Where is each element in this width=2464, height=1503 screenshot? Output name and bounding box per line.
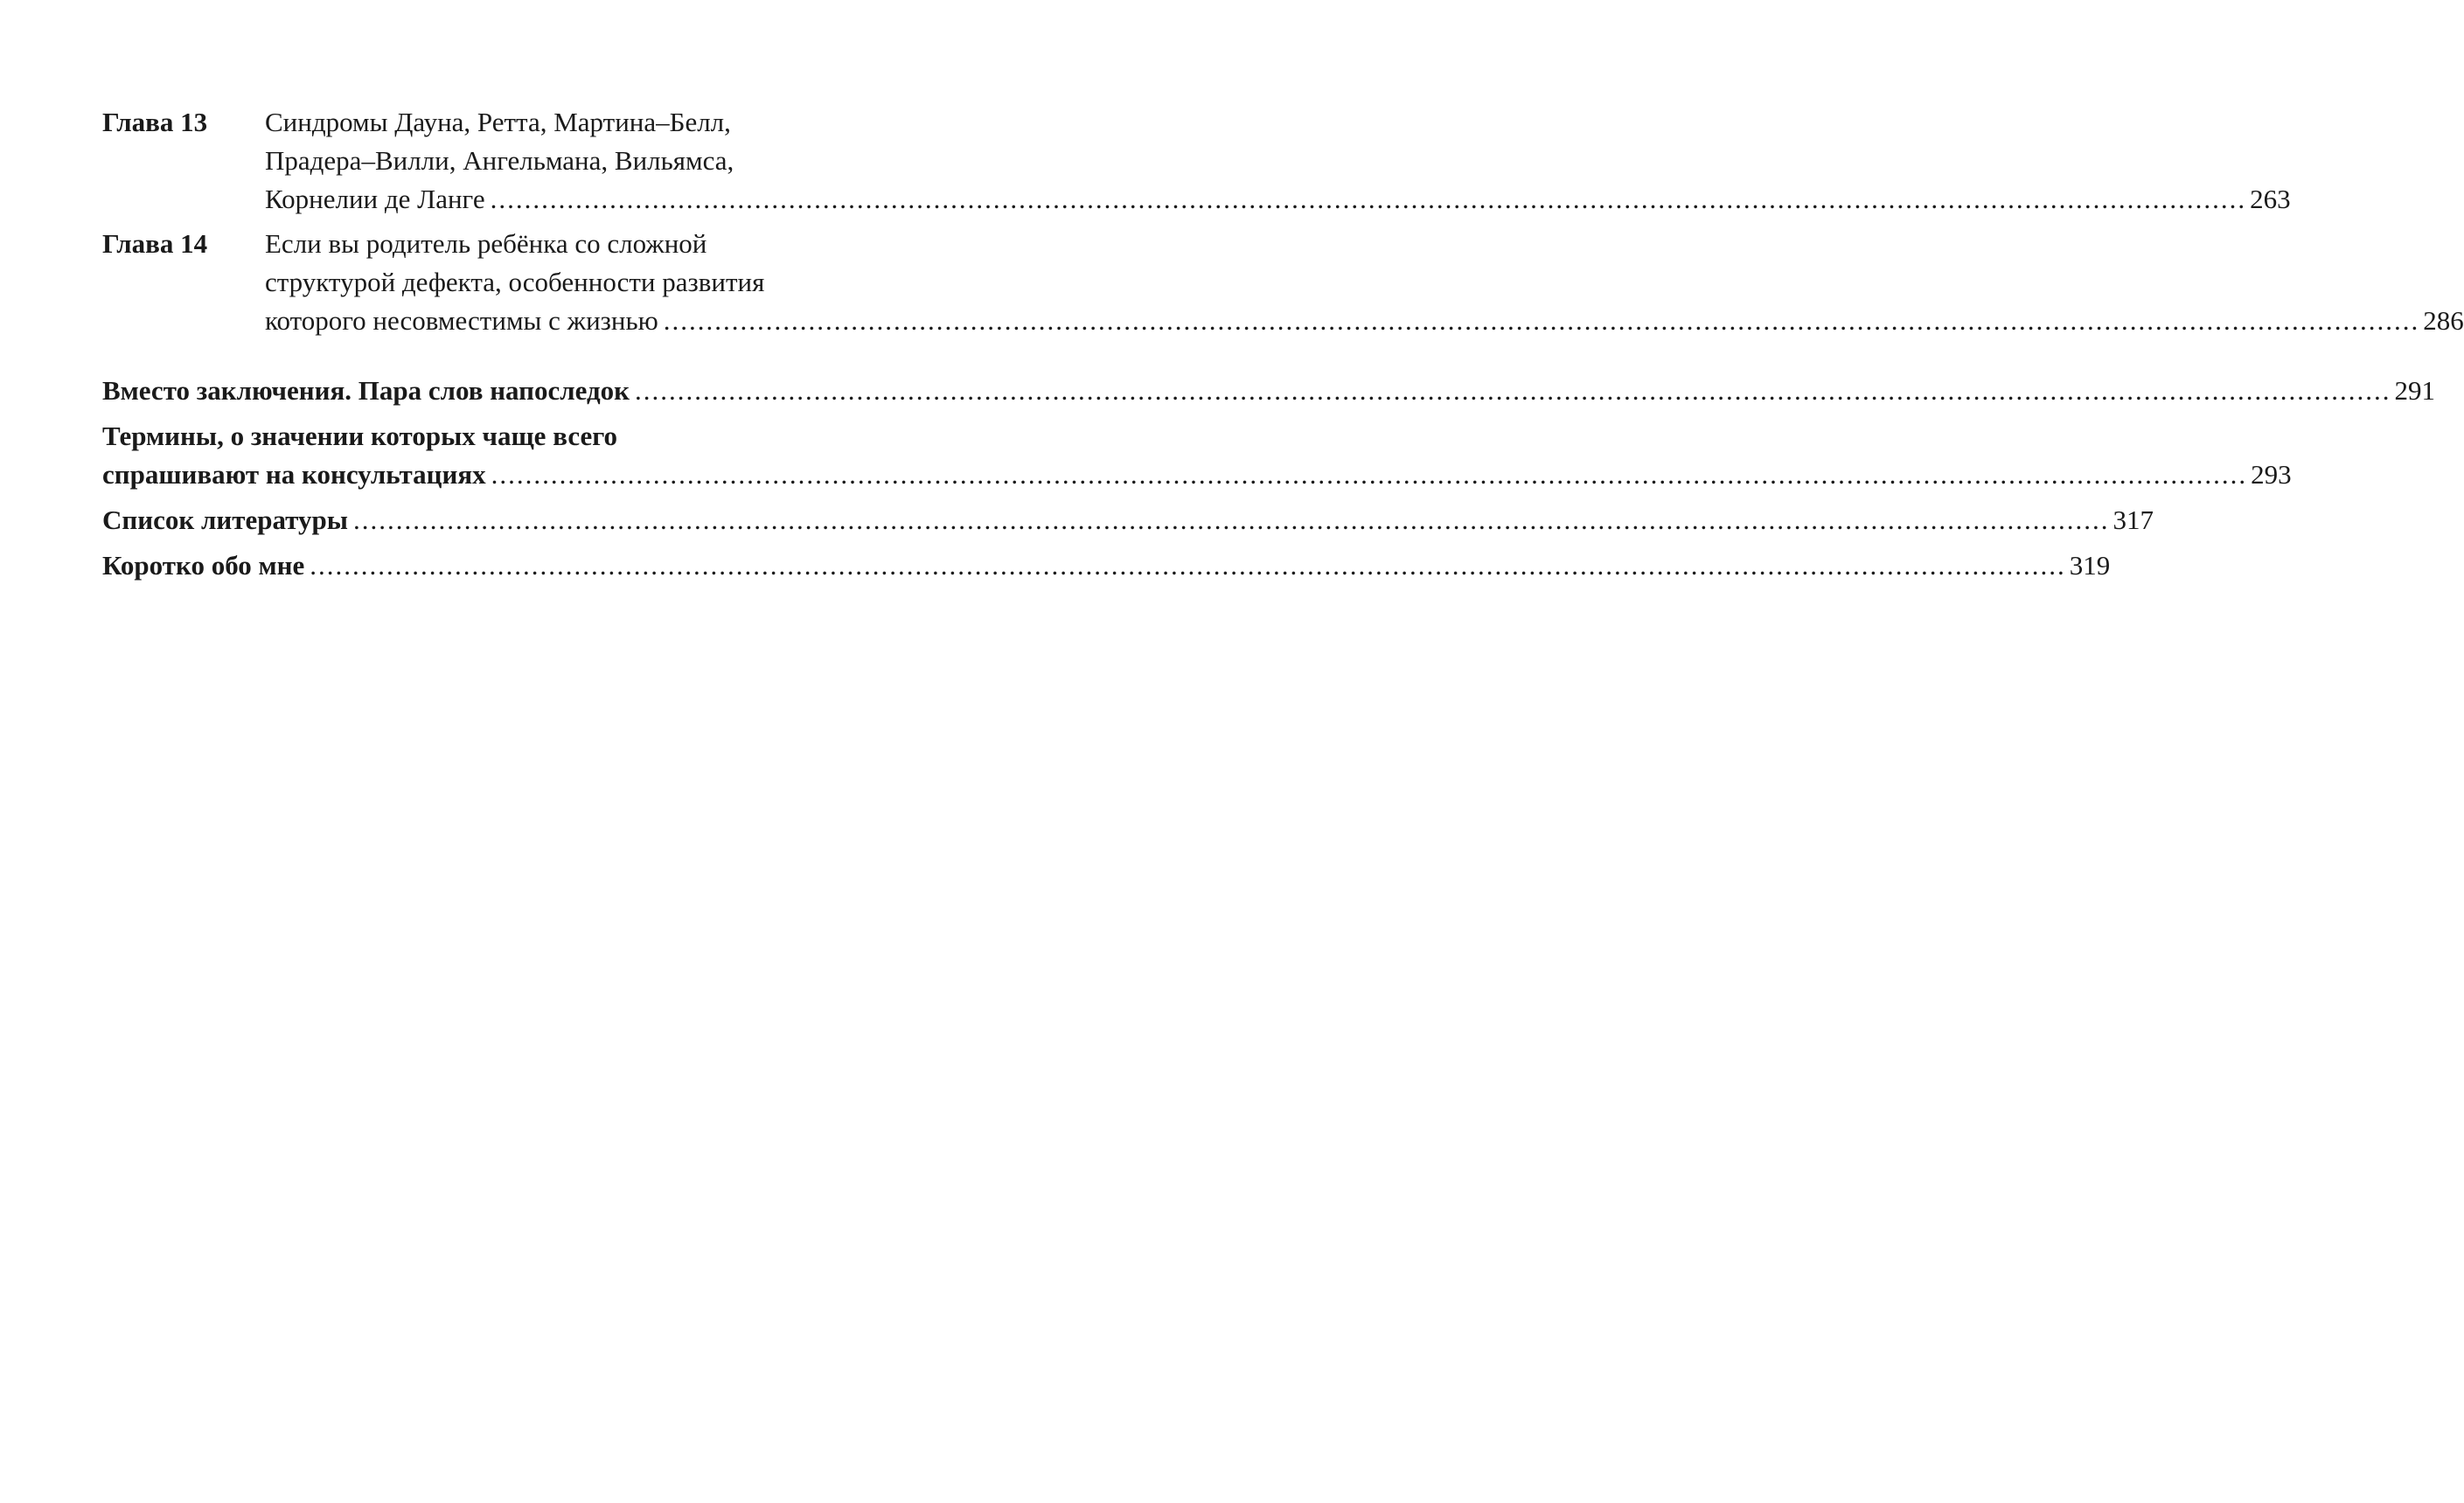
chapter-title-line: структурой дефекта, особенности развития (265, 267, 765, 297)
dot-leader (310, 546, 2066, 585)
dot-leader (491, 180, 2247, 219)
chapter-title-line: Прадера–Вилли, Ангельмана, Вильямса, (265, 145, 734, 176)
chapter-title-line: Корнелии де Ланге (265, 184, 485, 214)
section-title: Коротко обо мне (102, 550, 305, 581)
section-title: Вместо заключения. Пара слов напоследок (102, 375, 630, 406)
chapter-title (265, 103, 2291, 219)
chapter-title-last-line (265, 302, 2464, 340)
section-title: спрашивают на консультациях (102, 459, 486, 490)
page-number: 319 (2069, 550, 2111, 581)
toc-chapter-13 (102, 103, 2291, 219)
page-number: 263 (2250, 184, 2291, 214)
page-number: 286 (2423, 305, 2464, 336)
section-title: Список литературы (102, 504, 348, 535)
chapter-title-last-line (265, 180, 2291, 219)
dot-leader (635, 372, 2391, 410)
toc-section-about-author (102, 546, 2111, 585)
page-number: 291 (2394, 375, 2436, 406)
chapter-title-line: Синдромы Дауна, Ретта, Мартина–Белл, (265, 107, 731, 137)
table-of-contents (102, 103, 2464, 592)
toc-section-glossary (102, 417, 2292, 494)
chapter-title-line: которого несовместимы с жизнью (265, 305, 658, 336)
dot-leader (353, 501, 2110, 539)
chapter-label: Глава 13 (102, 107, 208, 137)
section-title-last-line (102, 456, 2292, 494)
toc-chapter-14 (102, 225, 2464, 340)
dot-leader (664, 302, 2420, 340)
toc-sections (102, 372, 2436, 585)
dot-leader (491, 456, 2248, 494)
section-title-line (102, 501, 2154, 539)
chapter-title (265, 225, 2464, 340)
page-number: 317 (2112, 504, 2154, 535)
section-title-line: Термины, о значении которых чаще всего (102, 421, 618, 451)
toc-section-conclusion (102, 372, 2436, 410)
chapter-title-line: Если вы родитель ребёнка со сложной (265, 228, 707, 259)
section-title-line (102, 372, 2436, 410)
section-title-line (102, 546, 2111, 585)
page-number: 293 (2251, 459, 2292, 490)
toc-section-bibliography (102, 501, 2154, 539)
chapter-label: Глава 14 (102, 228, 208, 259)
